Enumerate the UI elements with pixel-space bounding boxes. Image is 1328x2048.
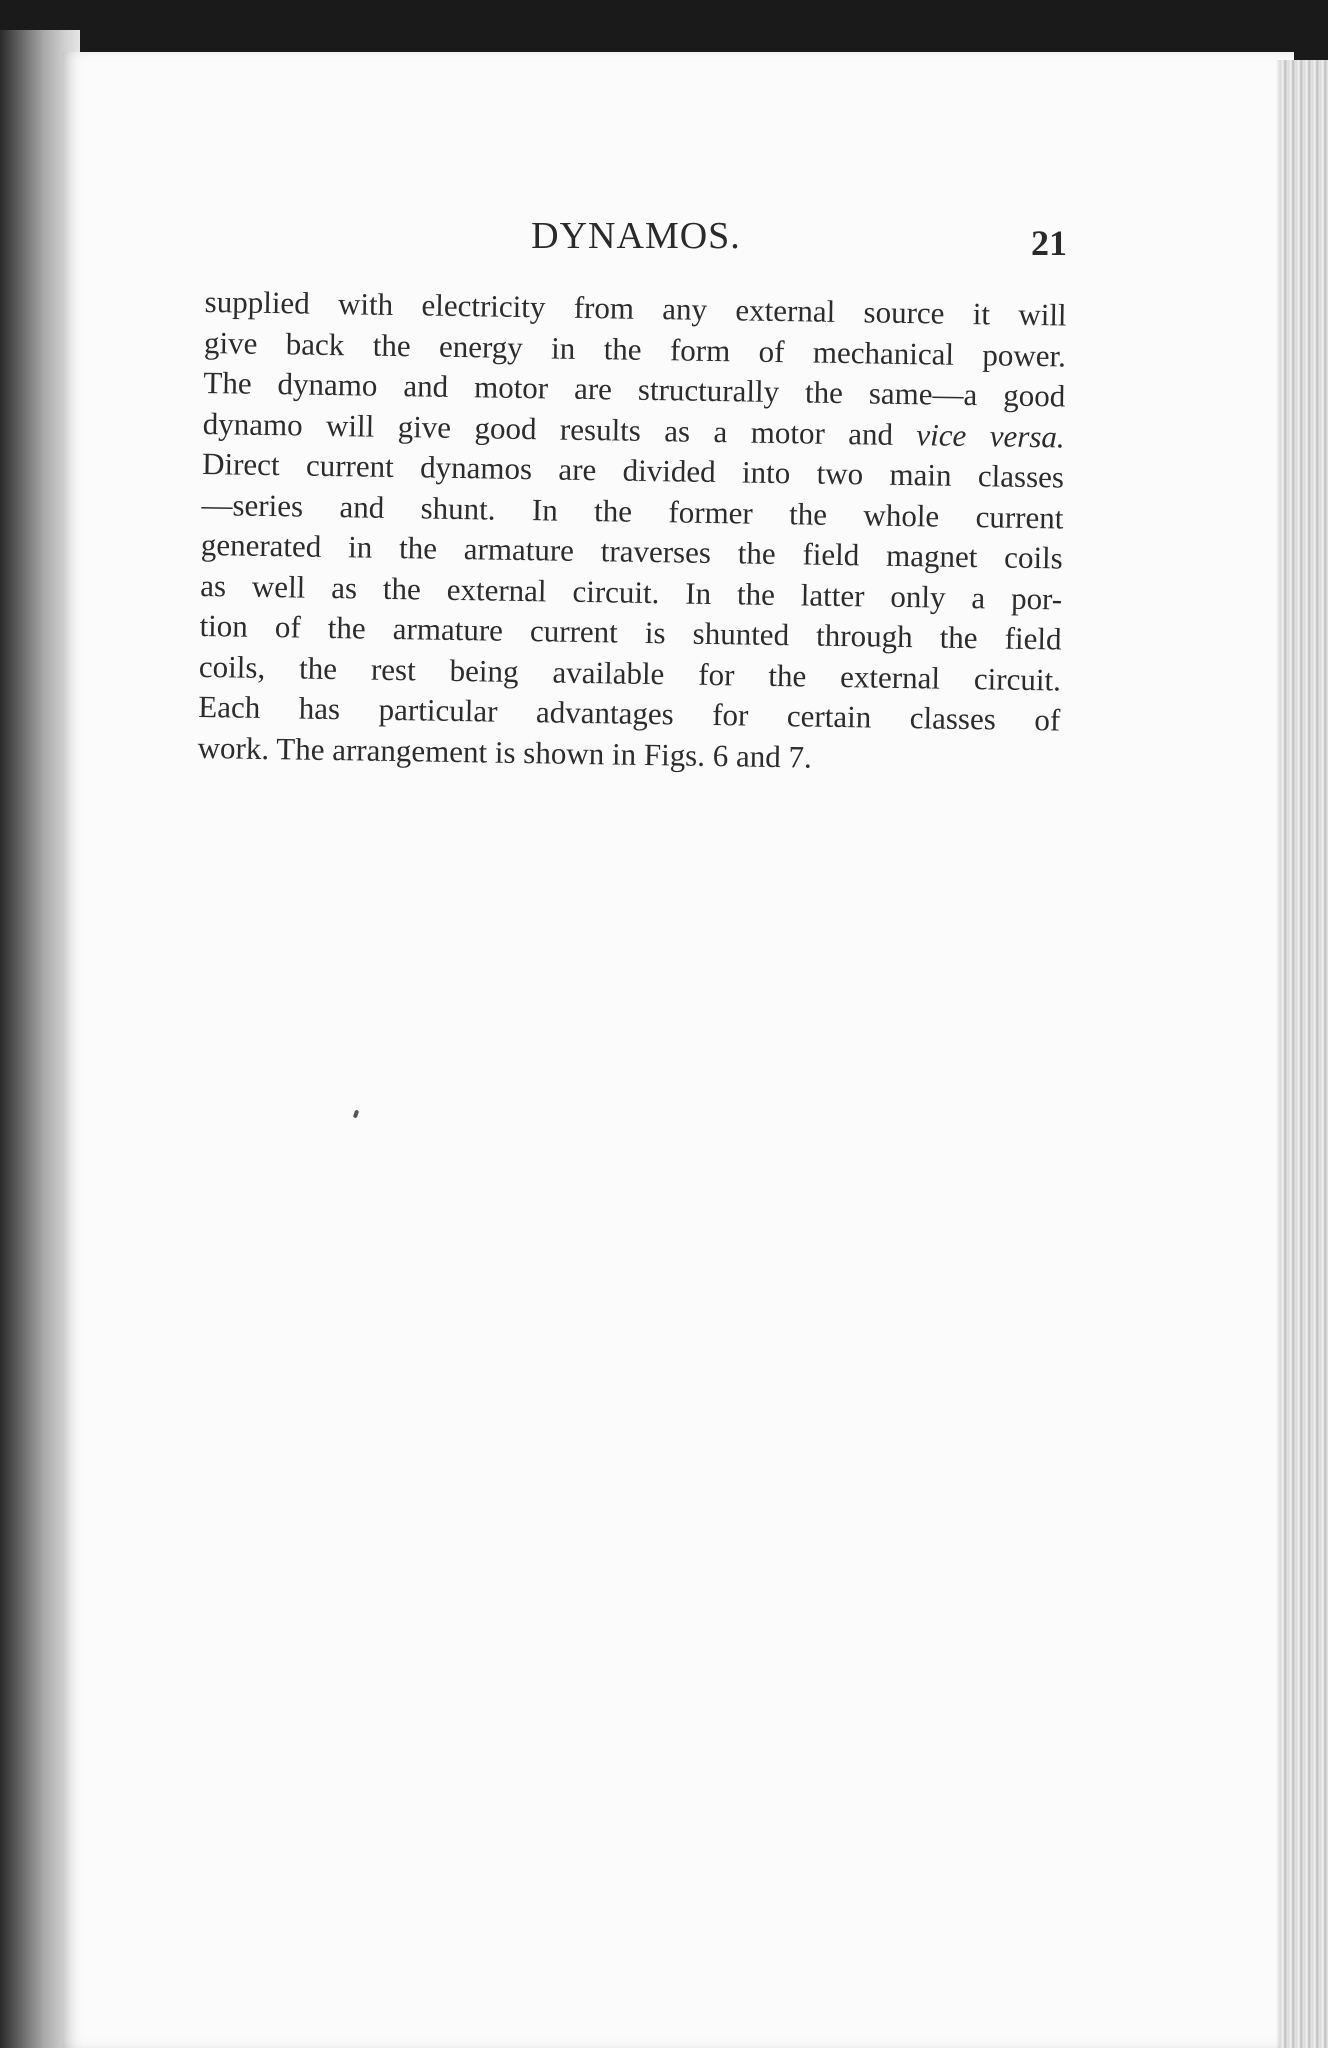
- text-line: coils, the rest being available for the external circuit.: [198, 648, 1062, 697]
- running-head: DYNAMOS.: [531, 215, 741, 257]
- text-line-start: dynamo will give good results as a motor and: [202, 405, 917, 452]
- text-line: as well as the external circuit. In the latter only a por-: [199, 567, 1063, 617]
- page-stack-edges: [1280, 60, 1328, 2048]
- page-header: [205, 214, 1067, 274]
- text-line: supplied with electricity from any external source it will: [204, 283, 1067, 333]
- text-line: generated in the armature traverses the field magnet coils: [200, 526, 1064, 576]
- page-number: 21: [1031, 223, 1067, 263]
- italic-phrase: vice versa.: [916, 416, 1065, 455]
- text-line: give back the energy in the form of mechanical power.: [203, 324, 1067, 374]
- text-line: The dynamo and motor are structurally the same—a good: [203, 364, 1066, 414]
- body-paragraph: [197, 282, 1067, 781]
- text-line: —series and shunt. In the former the whole current: [201, 486, 1064, 536]
- text-line: work. The arrangement is shown in Figs. 6 and 7.: [197, 729, 813, 775]
- text-line: Each has particular advantages for certain classes of: [198, 688, 1061, 738]
- text-line: tion of the armature current is shunted through the field: [199, 607, 1062, 657]
- text-line: Direct current dynamos are divided into two main classes: [201, 445, 1065, 495]
